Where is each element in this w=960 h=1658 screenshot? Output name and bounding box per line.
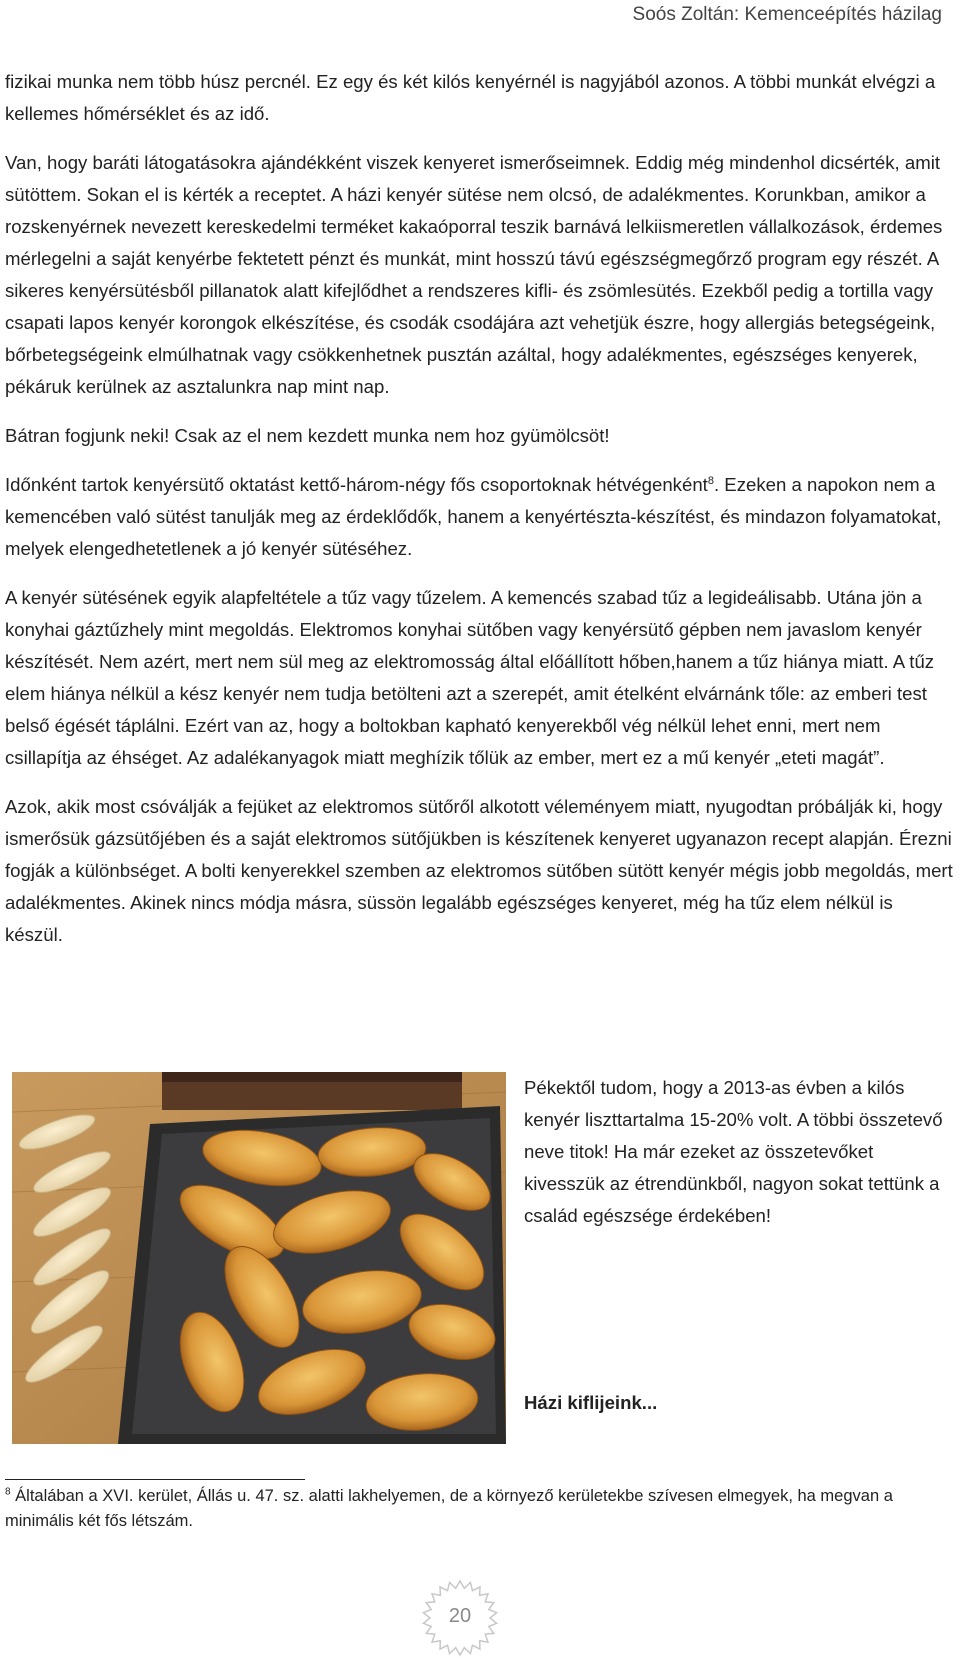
paragraph-training-before: Időnként tartok kenyérsütő oktatást kettő-három-négy fős csoportoknak hétvégenként bbox=[5, 474, 708, 495]
croissant-photo bbox=[12, 1072, 506, 1444]
paragraph-electric-oven: Azok, akik most csóválják a fejüket az elektromos sütőről alkotott véleményem miatt, nyugodtan próbálják ki, hogy ismerősük gázsütőjében és a saját elektromos sütőjükben is készítenek kenyeret ugyanazon recept alapján. Érezni fogják a különbséget. A bolti kenyerekkel szemben az elektromos sütőben sütött kenyér mégis jobb megoldás, mert adalékmentes. Akinek nincs módja másra, süssön legalább egészséges kenyeret, még ha tűz elem nélkül is készül. bbox=[5, 796, 953, 945]
paragraph-fire: A kenyér sütésének egyik alapfeltétele a tűz vagy tűzelem. A kemencés szabad tűz a legideálisabb. Utána jön a konyhai gáztűzhely mint megoldás. Elektromos konyhai sütőben vagy kenyérsütő gépben nem javaslom kenyér készítését. Nem azért, mert nem sül meg az elektromosság által előállított hőben,hanem a tűz hiánya miatt. A tűz elem hiánya nélkül a kész kenyér nem tudja betölteni azt a szerepét, amit ételként elvárnánk tőle: az emberi test belső égését táplálni. Ezért van az, hogy a boltokban kapható kenyerekből vég nélkül lehet enni, mert nem csillapítja az éhséget. Az adalékanyagok miatt meghízik tőlük az ember, mert ez a mű kenyér „eteti magát”. bbox=[5, 587, 935, 768]
footnote-reference[interactable]: 8 bbox=[707, 474, 714, 487]
paragraph-training-after: . Ezeken a napokon nem a kemencében való sütést tanulják meg az érdeklődők, hanem a kenyértészta-készítést, és mindazon folyamatokat, melyek elengedhetetlenek a jó kenyér sütéséhez. bbox=[5, 474, 942, 559]
figure-side-text bbox=[524, 1072, 956, 1232]
footnote bbox=[5, 1484, 945, 1534]
paragraph-training bbox=[5, 469, 955, 565]
figure-caption: Házi kiflijeink... bbox=[524, 1392, 658, 1413]
figure-side-paragraph: Pékektől tudom, hogy a 2013-as évben a kilós kenyér liszttartalma 15-20% volt. A többi összetevő neve titok! Ha már ezeket az összetevőket kivesszük az étrendünkből, nagyon sokat tettünk a család egészsége érdekében! bbox=[524, 1077, 943, 1226]
paragraph-2: Van, hogy baráti látogatásokra ajándékként viszek kenyeret ismerőseimnek. Eddig még mindenhol dicsérték, amit sütöttem. Sokan el is kérték a receptet. A házi kenyér sütése nem olcsó, de adalékmentes. Korunkban, amikor a rozskenyérnek nevezett kereskedelmi terméket kakaóporral teszik barnává lelkiismeretlen vállalkozások, érdemes mérlegelni a saját kenyérbe fektetett pénzt és munkát, mint hosszú távú egészségmegőrző program egy részét. A sikeres kenyérsütésből pillanatok alatt kifejlődhet a rendszeres kifli- és zsömlesütés. Ezekből pedig a tortilla vagy csapati lapos kenyér korongok elkészítése, és csodák csodájára azt vehetjük észre, hogy allergiás betegségeink, bőrbetegségeink elmúlhatnak vagy csökkenhetnek pusztán azáltal, hogy adalékmentes, egészséges kenyerek, pékáruk kerülnek az asztalunkra nap mint nap. bbox=[5, 152, 943, 397]
main-text bbox=[5, 66, 955, 968]
page-number: 20 bbox=[448, 1605, 472, 1627]
running-header: Soós Zoltán: Kemenceépítés házilag bbox=[632, 4, 942, 25]
footnote-separator bbox=[5, 1479, 305, 1480]
footnote-number: 8 bbox=[5, 1486, 11, 1498]
paragraph-1: fizikai munka nem több húsz percnél. Ez egy és két kilós kenyérnél is nagyjából azonos. A többi munkát elvégzi a kellemes hőmérséklet és az idő. bbox=[5, 71, 936, 124]
footnote-text: Általában a XVI. kerület, Állás u. 47. sz. alatti lakhelyemen, de a környező kerületekbe szívesen elmegyek, ha megvan a minimális két fős létszám. bbox=[5, 1487, 893, 1530]
paragraph-3: Bátran fogjunk neki! Csak az el nem kezdett munka nem hoz gyümölcsöt! bbox=[5, 425, 610, 446]
figure-block bbox=[12, 1072, 956, 1446]
